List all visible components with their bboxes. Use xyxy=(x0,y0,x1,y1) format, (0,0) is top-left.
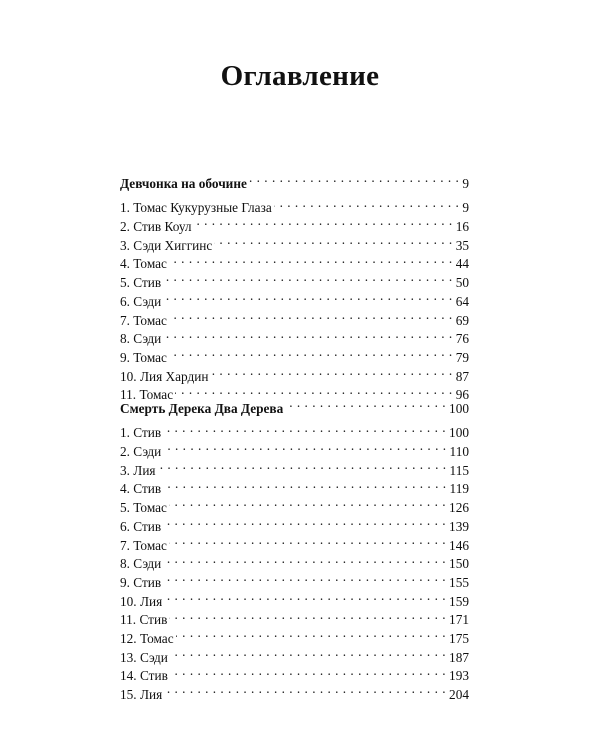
dot-leader xyxy=(163,475,446,494)
page-number: 110 xyxy=(449,444,469,460)
page-number: 16 xyxy=(455,219,469,235)
chapter-label: 13. Сэди xyxy=(120,649,168,665)
toc-part-1 xyxy=(120,169,469,403)
toc-entry[interactable] xyxy=(120,512,469,534)
chapter-label: 7. Томас xyxy=(120,312,167,328)
chapter-label: 6. Сэди xyxy=(120,293,162,309)
part-heading[interactable] xyxy=(120,169,469,191)
toc-entry[interactable] xyxy=(120,493,469,516)
toc-entry[interactable] xyxy=(120,419,469,441)
page-number: 100 xyxy=(449,425,469,441)
toc-entry[interactable] xyxy=(120,287,469,309)
dot-leader xyxy=(170,643,446,662)
dot-leader xyxy=(169,343,453,362)
chapter-label: 14. Стив xyxy=(120,668,168,684)
toc-entry[interactable] xyxy=(120,643,469,665)
dot-leader xyxy=(169,493,446,512)
dot-leader xyxy=(214,231,452,250)
chapter-label: 6. Стив xyxy=(120,518,162,534)
page-number: 50 xyxy=(455,275,469,291)
dot-leader xyxy=(169,531,446,550)
page-number: 193 xyxy=(449,668,469,684)
chapter-label: 7. Томас xyxy=(120,537,167,553)
dot-leader xyxy=(249,169,459,188)
toc-part-2 xyxy=(120,394,469,702)
toc-entry[interactable] xyxy=(120,250,469,272)
page-title: Оглавление xyxy=(220,60,380,92)
chapter-label: 10. Лия Хардин xyxy=(120,368,209,384)
toc-entry[interactable] xyxy=(120,437,469,460)
toc-entry[interactable] xyxy=(120,362,469,384)
page-number: 119 xyxy=(449,481,469,497)
chapter-label: 10. Лия xyxy=(120,593,163,609)
chapter-label: 15. Лия xyxy=(120,687,163,702)
page-number: 139 xyxy=(449,518,469,534)
chapter-label: 9. Томас xyxy=(120,349,167,365)
toc-entry[interactable] xyxy=(120,606,469,628)
page-number: 187 xyxy=(449,649,469,665)
dot-leader xyxy=(163,268,453,287)
chapter-label: 2. Сэди xyxy=(120,444,162,460)
page-number: 155 xyxy=(449,574,469,590)
toc-entry[interactable] xyxy=(120,456,469,478)
page-number: 9 xyxy=(462,200,469,216)
dot-leader xyxy=(169,250,453,269)
page-number: 9 xyxy=(462,175,469,191)
toc-entry[interactable] xyxy=(120,343,469,365)
toc-entry[interactable] xyxy=(120,531,469,553)
chapter-label: 5. Стив xyxy=(120,275,162,291)
toc-entry[interactable] xyxy=(120,587,469,609)
chapter-label: 3. Сэди Хиггинс xyxy=(120,237,213,253)
chapter-label: 11. Стив xyxy=(120,612,168,628)
dot-leader xyxy=(158,456,447,475)
toc-entry[interactable] xyxy=(120,194,469,216)
page-number: 96 xyxy=(455,387,469,403)
page-number: 87 xyxy=(455,368,469,384)
chapter-label: 12. Томас xyxy=(120,630,174,646)
page-number: 159 xyxy=(449,593,469,609)
toc-entry[interactable] xyxy=(120,550,469,572)
chapter-label: 1. Стив xyxy=(120,425,162,441)
chapter-label: 1. Томас Кукурузные Глаза xyxy=(120,200,272,216)
dot-leader xyxy=(274,194,460,213)
chapter-label: 8. Сэди xyxy=(120,556,162,572)
dot-leader xyxy=(163,568,446,587)
dot-leader xyxy=(164,680,446,699)
chapter-label: 9. Стив xyxy=(120,574,162,590)
page-number: 150 xyxy=(449,556,469,572)
page-number: 115 xyxy=(449,462,469,478)
dot-leader xyxy=(163,512,446,531)
page-number: 146 xyxy=(449,537,469,553)
chapter-label: 4. Томас xyxy=(120,256,167,272)
dot-leader xyxy=(163,325,452,344)
toc-entry[interactable] xyxy=(120,325,469,347)
toc-entry[interactable] xyxy=(120,568,469,590)
dot-leader xyxy=(170,662,446,681)
page-number: 204 xyxy=(449,687,469,702)
toc-entry[interactable] xyxy=(120,680,469,702)
dot-leader xyxy=(169,306,453,325)
toc-entry[interactable] xyxy=(120,268,469,291)
toc-entry[interactable] xyxy=(120,624,469,646)
page-number: 171 xyxy=(449,612,469,628)
dot-leader xyxy=(163,437,446,456)
toc-entry[interactable] xyxy=(120,662,469,684)
dot-leader xyxy=(176,624,446,643)
dot-leader xyxy=(163,419,446,438)
chapter-label: 8. Сэди xyxy=(120,331,162,347)
dot-leader xyxy=(169,606,446,625)
dot-leader xyxy=(285,394,446,413)
chapter-label: 2. Стив Коул xyxy=(120,219,192,235)
chapter-label: 3. Лия xyxy=(120,462,156,478)
page-number: 64 xyxy=(455,293,469,309)
chapter-label: 11. Томас xyxy=(120,387,174,403)
page-number: 100 xyxy=(449,400,469,416)
dot-leader xyxy=(164,587,446,606)
dot-leader xyxy=(211,362,453,381)
page-number: 175 xyxy=(449,630,469,646)
page-number: 79 xyxy=(455,349,469,365)
dot-leader xyxy=(163,550,446,569)
dot-leader xyxy=(194,212,453,231)
page-number: 76 xyxy=(455,331,469,347)
toc-entry[interactable] xyxy=(120,306,469,328)
part-heading[interactable] xyxy=(120,394,469,416)
chapter-label: 5. Томас xyxy=(120,500,167,516)
page-number: 35 xyxy=(455,237,469,253)
page-number: 126 xyxy=(449,500,469,516)
dot-leader xyxy=(163,287,452,306)
part-title: Смерть Дерека Два Дерева xyxy=(120,400,284,416)
page-number: 69 xyxy=(455,312,469,328)
part-title: Девчонка на обочине xyxy=(120,175,247,191)
chapter-label: 4. Стив xyxy=(120,481,162,497)
toc-entry[interactable] xyxy=(120,475,469,497)
page-number: 44 xyxy=(455,256,469,272)
